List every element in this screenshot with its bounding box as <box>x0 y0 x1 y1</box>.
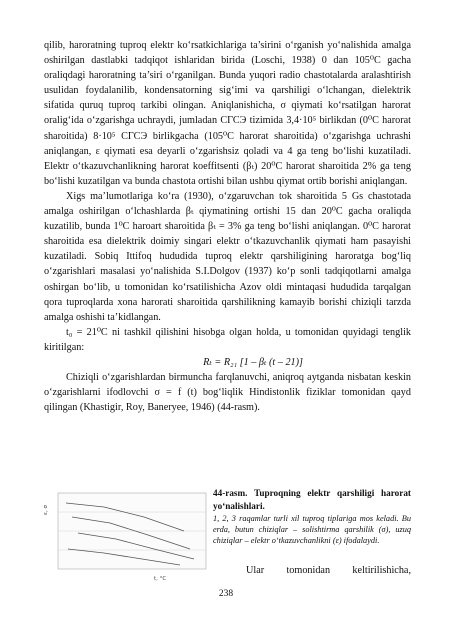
paragraph-1: qilib, haroratning tuproq elektr ko‘rsatkichlariga ta’sirini o‘rganish yo‘nalishida amalga oshirilgan dastlabki tadqiqot ishlaridan birida (Loschi, 1938) 0 dan 105⁰C gacha oraliqdagi haroratning ta’siri o‘rganilgan. Bunda yuqori radio chastotalarda aralashtirish usulidan foydalanilib, kondensatorning sig‘imi va qarshiligi o‘lchangan, dielektrik sifatida quruq tuproq tarkibi olingan. Aniqlanishicha, σ qiymati ko‘rsatilgan harorat oralig‘ida o‘zgarishga uchraydi, jumladan СГСЭ tizimida 3,4·10⁵ birlikdan (0⁰C harorat sharoitida) 8·10⁵ СГСЭ birlikgacha (105⁰C harorat sharoitida) o‘zgarishga uchrashi aniqlangan, ε qiymati esa deyarli o‘zgarishsiz qoladi va 4 ga teng bo‘lishi kuzatiladi. Elektr o‘tkazuvchanlikning harorat koeffitsenti (βₜ) 20⁰C harorat sharoitida 2% ga teng bo‘lishi kuzatilgan va bunda chastota ortishi bilan ushbu qiymat ortib borishi aniqlangan. <box>44 40 411 187</box>
svg-text:ε, σ: ε, σ <box>43 505 49 515</box>
figure-caption <box>213 487 411 546</box>
paragraph-3: t₀ = 21⁰C ni tashkil qilishini hisobga olgan holda, u tomonidan quyidagi tenglik kiritilgan: <box>44 326 411 353</box>
paragraph-4: Chiziqli o‘zgarishlardan birmuncha farqlanuvchi, aniqroq aytganda nisbatan keskin o‘zgarishlarni ifodlovchi σ = f (t) bog‘liqlik Hindistonlik fiziklar tomonidan qayd qilingan (Khastigir, Roy, Baneryee, 1946) (44-rasm). <box>44 372 411 414</box>
caption-description: 1, 2, 3 raqamlar turli xil tuproq tiplariga mos keladi. Bu erda, butun chiziqlar – solishtirma qarshilik (σ), uzuq chiziqlar – elektr o‘tkazuvchanlikni (ε) ifodalaydi. <box>213 514 411 546</box>
svg-text:t, °C: t, °C <box>154 576 167 582</box>
continuing-text: Ular tomonidan keltirilishicha, <box>246 565 411 576</box>
formula: Rₜ = R₂₁ [1 – βₜ (t – 21)] <box>203 356 303 368</box>
figure-44-chart <box>44 487 208 587</box>
page-number: 238 <box>218 589 234 599</box>
caption-title: 44-rasm. Tuproqning elektr qarshiligi harorat yo‘nalishlari. <box>213 488 411 511</box>
paragraph-2: Xigs ma’lumotlariga ko‘ra (1930), o‘zgaruvchan tok sharoitida 5 Gs chastotada amalga oshirilgan o‘lchashlarda βₜ qiymatining ortishi 15 dan 20⁰C gacha oraliqda kuzatilib, bunda 1⁰C haroart sharoitida βₜ = 3% ga teng bo‘lishi aniqlangan. 0⁰C harorat sharoitida esa dielektrik doimiy singari elektr o‘tkazuvchanlik qiymati ham pasayishi kuzatiladi. Sobiq Ittifoq hududida tuproq elektr qarshiligining haroratga bog‘liq o‘zgarishlari masalasi yo‘nalishida S.I.Dolgov (1937) ko‘p sonli tadqiqotlarni amalga oshirgan bo‘lib, u tomonidan ko‘rsatilishicha Azov oldi mintaqasi hududida tarqalgan qora tuproqlarda xona harorati sharoitida qarshilikning kamayib borishi chiziqli tarzda amalga oshishi ta’kidlangan. <box>44 190 411 323</box>
body-text <box>44 38 411 415</box>
